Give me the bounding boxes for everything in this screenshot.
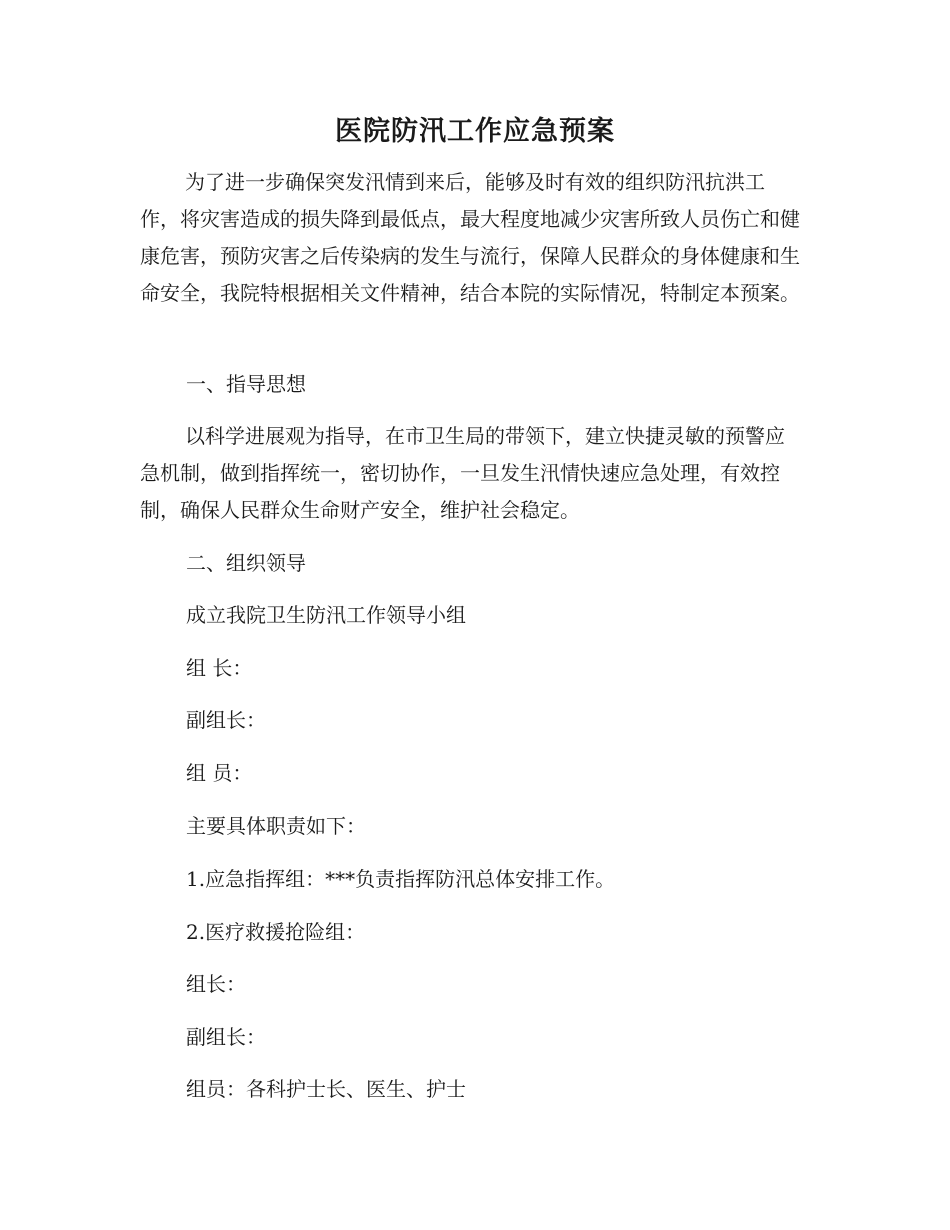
duty-2-deputy-line: 副组长：: [186, 1025, 266, 1049]
deputy-leader-line: 副组长：: [186, 708, 266, 732]
duty-2-line: 2.医疗救援抢险组：: [186, 920, 366, 944]
document-title: 医院防汛工作应急预案: [335, 116, 615, 147]
duty-2-members-line: 组员：各科护士长、医生、护士: [186, 1077, 466, 1101]
duties-intro-line: 主要具体职责如下：: [186, 814, 366, 838]
section-heading-guiding-ideology: 一、指导思想: [186, 372, 306, 396]
section-heading-organization: 二、组织领导: [186, 551, 306, 575]
group-setup-text: 成立我院卫生防汛工作领导小组: [186, 603, 466, 627]
duty-2-leader-line: 组长：: [186, 972, 246, 996]
leader-line: 组 长：: [186, 656, 253, 680]
members-line: 组 员：: [186, 761, 253, 785]
guiding-ideology-paragraph: 以科学进展观为指导，在市卫生局的带领下，建立快捷灵敏的预警应急机制，做到指挥统一，密切协作，一旦发生汛情快速应急处理，有效控制，确保人民群众生命财产安全，维护社会稳定。: [140, 424, 785, 522]
intro-paragraph: 为了进一步确保突发汛情到来后，能够及时有效的组织防汛抗洪工作，将灾害造成的损失降到最低点，最大程度地减少灾害所致人员伤亡和健康危害，预防灾害之后传染病的发生与流行，保障人民群众的身体健康和生命安全，我院特根据相关文件精神，结合本院的实际情况，特制定本预案。: [140, 170, 800, 305]
duty-1-line: 1.应急指挥组：***负责指挥防汛总体安排工作。: [186, 867, 616, 891]
